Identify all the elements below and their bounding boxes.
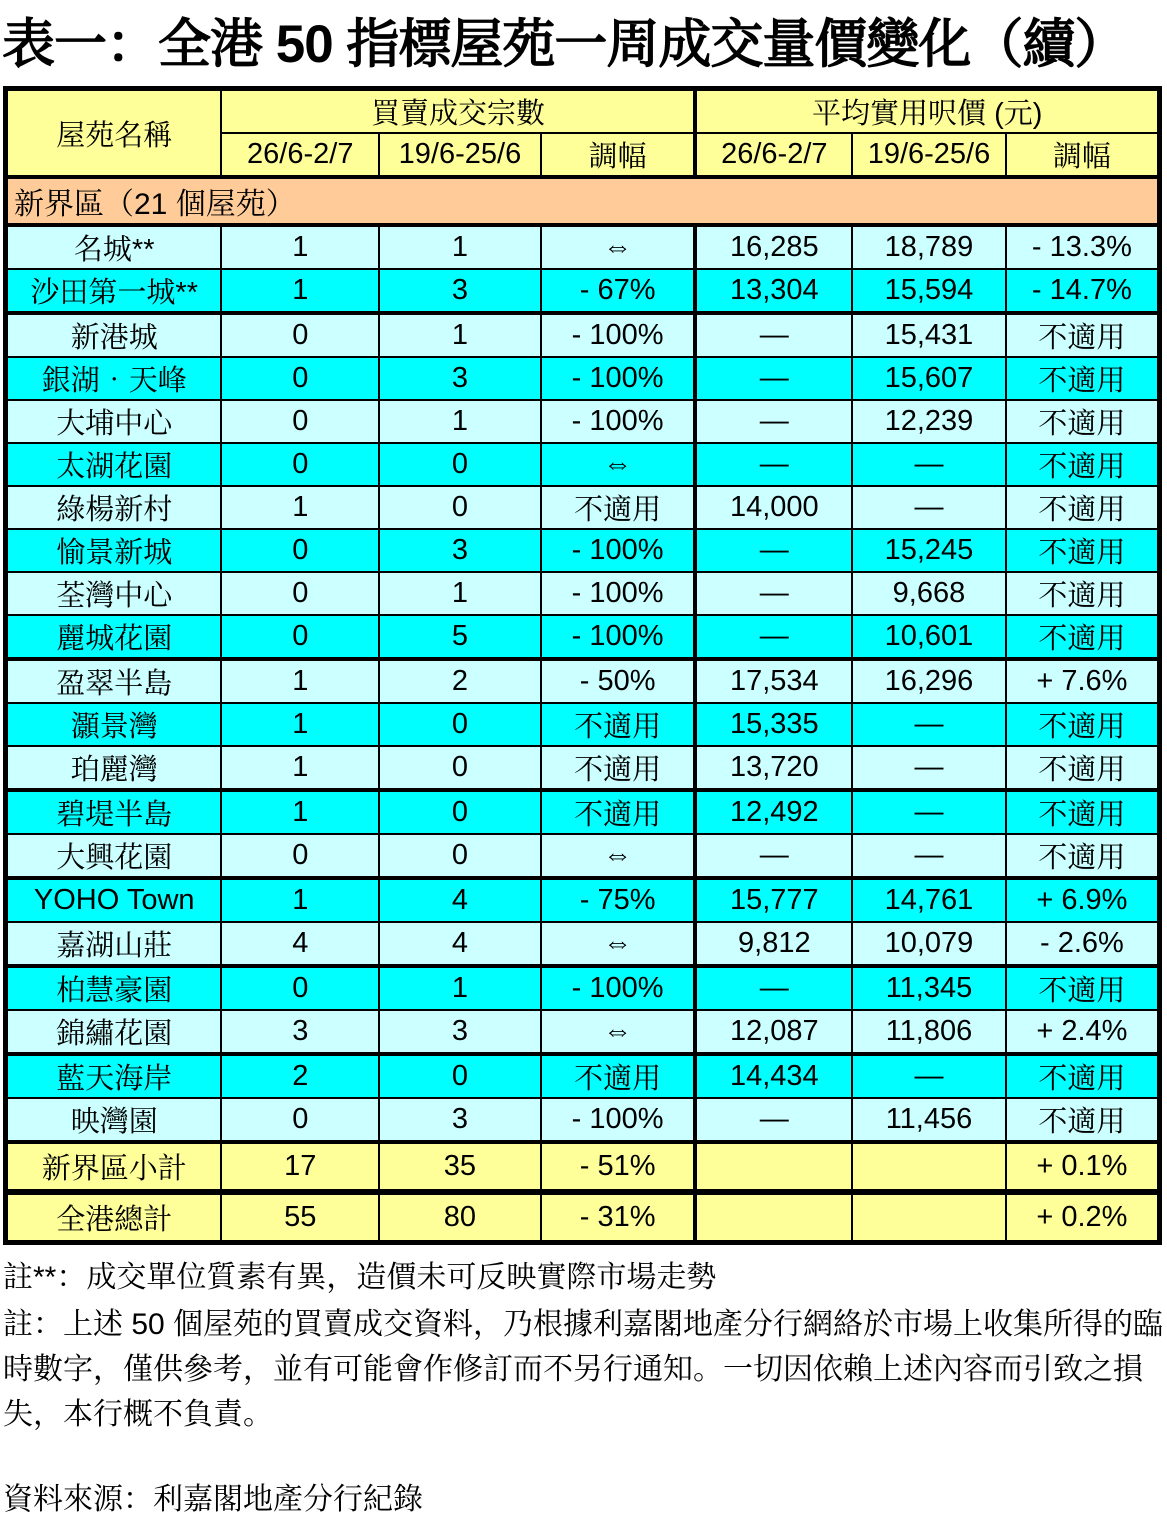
estate-name-cell: 綠楊新村 bbox=[6, 486, 222, 529]
price-current-cell: 12,087 bbox=[695, 1010, 852, 1054]
estate-name-cell: 荃灣中心 bbox=[6, 572, 222, 615]
estate-name-cell: 藍天海岸 bbox=[6, 1054, 222, 1098]
price-current-cell: 9,812 bbox=[695, 922, 852, 966]
price-previous-cell: 14,761 bbox=[852, 878, 1006, 922]
vol-previous-cell: 1 bbox=[379, 572, 541, 615]
table-body bbox=[6, 177, 1160, 1243]
vol-current-cell: 1 bbox=[221, 746, 379, 790]
table-row bbox=[6, 1054, 1160, 1098]
vol-current-cell: 1 bbox=[221, 703, 379, 746]
price-change-cell: + 0.1% bbox=[1006, 1142, 1160, 1192]
price-current-cell: 14,434 bbox=[695, 1054, 852, 1098]
vol-previous-cell: 2 bbox=[379, 659, 541, 703]
table-row bbox=[6, 746, 1160, 790]
vol-previous-cell: 0 bbox=[379, 486, 541, 529]
vol-current-cell: 55 bbox=[221, 1192, 379, 1243]
table-row bbox=[6, 529, 1160, 572]
price-change-cell: + 0.2% bbox=[1006, 1192, 1160, 1243]
vol-change-cell: 不適用 bbox=[541, 486, 696, 529]
header-price-period-current: 26/6-2/7 bbox=[695, 133, 852, 177]
price-current-cell: — bbox=[695, 357, 852, 400]
vol-current-cell: 1 bbox=[221, 790, 379, 834]
source-line: 資料來源：利嘉閣地產分行紀錄 bbox=[3, 1483, 423, 1516]
estate-name-cell: 全港總計 bbox=[6, 1192, 222, 1243]
vol-change-cell: ⇔ bbox=[541, 225, 696, 269]
header-vol-change: 調幅 bbox=[541, 133, 696, 177]
price-previous-cell: 11,806 bbox=[852, 1010, 1006, 1054]
estate-name-cell: 盈翠半島 bbox=[6, 659, 222, 703]
vol-change-cell: ⇔ bbox=[541, 834, 696, 878]
price-current-cell: — bbox=[695, 615, 852, 659]
price-change-cell: 不適用 bbox=[1006, 1054, 1160, 1098]
vol-current-cell: 2 bbox=[221, 1054, 379, 1098]
vol-change-cell: - 100% bbox=[541, 357, 696, 400]
price-change-cell: 不適用 bbox=[1006, 966, 1160, 1010]
estate-name-cell: 麗城花園 bbox=[6, 615, 222, 659]
estate-name-cell: 新界區小計 bbox=[6, 1142, 222, 1192]
vol-previous-cell: 0 bbox=[379, 703, 541, 746]
vol-current-cell: 0 bbox=[221, 1098, 379, 1142]
table-row bbox=[6, 486, 1160, 529]
vol-previous-cell: 0 bbox=[379, 1054, 541, 1098]
price-change-cell: 不適用 bbox=[1006, 443, 1160, 486]
table-row bbox=[6, 659, 1160, 703]
price-current-cell: 15,335 bbox=[695, 703, 852, 746]
vol-current-cell: 1 bbox=[221, 486, 379, 529]
district-section-row bbox=[6, 177, 1160, 225]
price-change-cell: 不適用 bbox=[1006, 572, 1160, 615]
price-previous-cell: — bbox=[852, 443, 1006, 486]
vol-change-cell: 不適用 bbox=[541, 746, 696, 790]
vol-current-cell: 1 bbox=[221, 659, 379, 703]
vol-change-cell: 不適用 bbox=[541, 703, 696, 746]
table-row bbox=[6, 878, 1160, 922]
vol-previous-cell: 1 bbox=[379, 400, 541, 443]
table-row bbox=[6, 966, 1160, 1010]
vol-previous-cell: 3 bbox=[379, 269, 541, 313]
table-row bbox=[6, 615, 1160, 659]
estate-name-cell: 大興花園 bbox=[6, 834, 222, 878]
price-current-cell: 12,492 bbox=[695, 790, 852, 834]
price-previous-cell: 15,245 bbox=[852, 529, 1006, 572]
price-current-cell: 13,304 bbox=[695, 269, 852, 313]
vol-current-cell: 1 bbox=[221, 878, 379, 922]
price-current-cell: 14,000 bbox=[695, 486, 852, 529]
header-transaction-count-group: 買賣成交宗數 bbox=[221, 89, 695, 134]
estate-name-cell: 嘉湖山莊 bbox=[6, 922, 222, 966]
vol-change-cell: - 31% bbox=[541, 1192, 696, 1243]
vol-current-cell: 4 bbox=[221, 922, 379, 966]
vol-previous-cell: 3 bbox=[379, 1010, 541, 1054]
table-row bbox=[6, 357, 1160, 400]
price-change-cell: 不適用 bbox=[1006, 790, 1160, 834]
vol-current-cell: 0 bbox=[221, 615, 379, 659]
header-vol-period-current: 26/6-2/7 bbox=[221, 133, 379, 177]
vol-change-cell: ⇔ bbox=[541, 443, 696, 486]
table-row bbox=[6, 922, 1160, 966]
vol-change-cell: - 50% bbox=[541, 659, 696, 703]
estate-name-cell: 灝景灣 bbox=[6, 703, 222, 746]
estate-name-cell: 太湖花園 bbox=[6, 443, 222, 486]
vol-previous-cell: 3 bbox=[379, 1098, 541, 1142]
price-change-cell: + 6.9% bbox=[1006, 878, 1160, 922]
price-previous-cell: 11,345 bbox=[852, 966, 1006, 1010]
price-previous-cell: — bbox=[852, 746, 1006, 790]
header-estate-name: 屋苑名稱 bbox=[6, 89, 222, 178]
price-change-cell: 不適用 bbox=[1006, 313, 1160, 357]
estate-name-cell: 銀湖‧天峰 bbox=[6, 357, 222, 400]
table-row bbox=[6, 400, 1160, 443]
price-previous-cell: 10,079 bbox=[852, 922, 1006, 966]
vol-change-cell: ⇔ bbox=[541, 1010, 696, 1054]
footnotes bbox=[3, 1255, 1164, 1522]
vol-previous-cell: 3 bbox=[379, 357, 541, 400]
table-row bbox=[6, 1010, 1160, 1054]
price-current-cell: — bbox=[695, 443, 852, 486]
estate-name-cell: 大埔中心 bbox=[6, 400, 222, 443]
vol-change-cell: - 100% bbox=[541, 529, 696, 572]
vol-previous-cell: 4 bbox=[379, 878, 541, 922]
vol-change-cell: - 100% bbox=[541, 615, 696, 659]
vol-previous-cell: 35 bbox=[379, 1142, 541, 1192]
estate-name-cell: 名城** bbox=[6, 225, 222, 269]
price-current-cell: — bbox=[695, 834, 852, 878]
price-change-cell: 不適用 bbox=[1006, 1098, 1160, 1142]
vol-previous-cell: 0 bbox=[379, 834, 541, 878]
vol-change-cell: - 100% bbox=[541, 400, 696, 443]
price-change-cell: + 2.4% bbox=[1006, 1010, 1160, 1054]
price-previous-cell: 15,607 bbox=[852, 357, 1006, 400]
price-current-cell: — bbox=[695, 313, 852, 357]
price-current-cell: 13,720 bbox=[695, 746, 852, 790]
vol-previous-cell: 4 bbox=[379, 922, 541, 966]
estate-name-cell: 碧堤半島 bbox=[6, 790, 222, 834]
vol-current-cell: 0 bbox=[221, 313, 379, 357]
estate-name-cell: 映灣園 bbox=[6, 1098, 222, 1142]
price-previous-cell: — bbox=[852, 790, 1006, 834]
price-current-cell bbox=[695, 1192, 852, 1243]
price-previous-cell: 11,456 bbox=[852, 1098, 1006, 1142]
price-change-cell: - 13.3% bbox=[1006, 225, 1160, 269]
vol-previous-cell: 80 bbox=[379, 1192, 541, 1243]
price-current-cell: — bbox=[695, 572, 852, 615]
price-previous-cell: 15,431 bbox=[852, 313, 1006, 357]
table-row bbox=[6, 443, 1160, 486]
price-previous-cell bbox=[852, 1192, 1006, 1243]
table-row bbox=[6, 313, 1160, 357]
vol-current-cell: 0 bbox=[221, 834, 379, 878]
vol-change-cell: - 51% bbox=[541, 1142, 696, 1192]
vol-current-cell: 1 bbox=[221, 269, 379, 313]
table-row bbox=[6, 790, 1160, 834]
vol-previous-cell: 1 bbox=[379, 225, 541, 269]
vol-change-cell: 不適用 bbox=[541, 1054, 696, 1098]
total-row bbox=[6, 1192, 1160, 1243]
header-avg-price-group: 平均實用呎價 (元) bbox=[695, 89, 1159, 134]
price-change-cell: 不適用 bbox=[1006, 400, 1160, 443]
header-price-change: 調幅 bbox=[1006, 133, 1160, 177]
price-current-cell: 15,777 bbox=[695, 878, 852, 922]
vol-change-cell: - 75% bbox=[541, 878, 696, 922]
estate-name-cell: 沙田第一城** bbox=[6, 269, 222, 313]
price-change-cell: - 14.7% bbox=[1006, 269, 1160, 313]
district-section-label: 新界區（21 個屋苑） bbox=[6, 177, 1160, 225]
vol-current-cell: 1 bbox=[221, 225, 379, 269]
estate-name-cell: 錦繡花園 bbox=[6, 1010, 222, 1054]
subtotal-row bbox=[6, 1142, 1160, 1192]
estate-name-cell: 愉景新城 bbox=[6, 529, 222, 572]
vol-change-cell: 不適用 bbox=[541, 790, 696, 834]
table-header bbox=[6, 89, 1160, 178]
vol-previous-cell: 0 bbox=[379, 790, 541, 834]
price-previous-cell: 15,594 bbox=[852, 269, 1006, 313]
vol-change-cell: - 100% bbox=[541, 1098, 696, 1142]
header-price-period-previous: 19/6-25/6 bbox=[852, 133, 1006, 177]
vol-current-cell: 0 bbox=[221, 400, 379, 443]
table-row bbox=[6, 225, 1160, 269]
vol-change-cell: - 100% bbox=[541, 313, 696, 357]
price-previous-cell: 16,296 bbox=[852, 659, 1006, 703]
price-current-cell: — bbox=[695, 1098, 852, 1142]
price-current-cell: — bbox=[695, 966, 852, 1010]
vol-previous-cell: 0 bbox=[379, 443, 541, 486]
price-change-cell: 不適用 bbox=[1006, 834, 1160, 878]
price-change-cell: + 7.6% bbox=[1006, 659, 1160, 703]
header-vol-period-previous: 19/6-25/6 bbox=[379, 133, 541, 177]
estate-name-cell: 柏慧豪園 bbox=[6, 966, 222, 1010]
vol-change-cell: ⇔ bbox=[541, 922, 696, 966]
estate-name-cell: 珀麗灣 bbox=[6, 746, 222, 790]
vol-previous-cell: 5 bbox=[379, 615, 541, 659]
vol-current-cell: 3 bbox=[221, 1010, 379, 1054]
price-previous-cell bbox=[852, 1142, 1006, 1192]
price-previous-cell: — bbox=[852, 1054, 1006, 1098]
vol-current-cell: 0 bbox=[221, 529, 379, 572]
price-change-cell: 不適用 bbox=[1006, 615, 1160, 659]
vol-change-cell: - 67% bbox=[541, 269, 696, 313]
estate-name-cell: 新港城 bbox=[6, 313, 222, 357]
vol-previous-cell: 1 bbox=[379, 313, 541, 357]
vol-current-cell: 17 bbox=[221, 1142, 379, 1192]
estate-name-cell: YOHO Town bbox=[6, 878, 222, 922]
price-previous-cell: — bbox=[852, 834, 1006, 878]
vol-previous-cell: 0 bbox=[379, 746, 541, 790]
price-previous-cell: 10,601 bbox=[852, 615, 1006, 659]
price-current-cell: 16,285 bbox=[695, 225, 852, 269]
table-row bbox=[6, 703, 1160, 746]
vol-current-cell: 0 bbox=[221, 966, 379, 1010]
price-previous-cell: — bbox=[852, 486, 1006, 529]
note-quality: 註**：成交單位質素有異，造價未可反映實際市場走勢 bbox=[3, 1261, 717, 1294]
vol-previous-cell: 1 bbox=[379, 966, 541, 1010]
price-change-cell: 不適用 bbox=[1006, 486, 1160, 529]
price-change-cell: - 2.6% bbox=[1006, 922, 1160, 966]
price-previous-cell: 18,789 bbox=[852, 225, 1006, 269]
vol-change-cell: - 100% bbox=[541, 966, 696, 1010]
vol-current-cell: 0 bbox=[221, 443, 379, 486]
vol-change-cell: - 100% bbox=[541, 572, 696, 615]
table-row bbox=[6, 269, 1160, 313]
estates-table bbox=[3, 86, 1162, 1245]
table-row bbox=[6, 1098, 1160, 1142]
price-previous-cell: 12,239 bbox=[852, 400, 1006, 443]
vol-current-cell: 0 bbox=[221, 357, 379, 400]
price-change-cell: 不適用 bbox=[1006, 746, 1160, 790]
price-change-cell: 不適用 bbox=[1006, 529, 1160, 572]
vol-current-cell: 0 bbox=[221, 572, 379, 615]
table-row bbox=[6, 572, 1160, 615]
price-previous-cell: — bbox=[852, 703, 1006, 746]
price-change-cell: 不適用 bbox=[1006, 357, 1160, 400]
price-change-cell: 不適用 bbox=[1006, 703, 1160, 746]
price-previous-cell: 9,668 bbox=[852, 572, 1006, 615]
price-current-cell bbox=[695, 1142, 852, 1192]
price-current-cell: — bbox=[695, 529, 852, 572]
table-row bbox=[6, 834, 1160, 878]
price-current-cell: 17,534 bbox=[695, 659, 852, 703]
price-current-cell: — bbox=[695, 400, 852, 443]
note-disclaimer: 註：上述 50 個屋苑的買賣成交資料，乃根據利嘉閣地產分行網絡於市場上收集所得的臨時數字，僅供參考，並有可能會作修訂而不另行通知。一切因依賴上述內容而引致之損失，本行概不負責。 bbox=[3, 1308, 1164, 1431]
vol-previous-cell: 3 bbox=[379, 529, 541, 572]
page-title: 表一：全港 50 指標屋苑一周成交量價變化（續） bbox=[2, 15, 1127, 74]
